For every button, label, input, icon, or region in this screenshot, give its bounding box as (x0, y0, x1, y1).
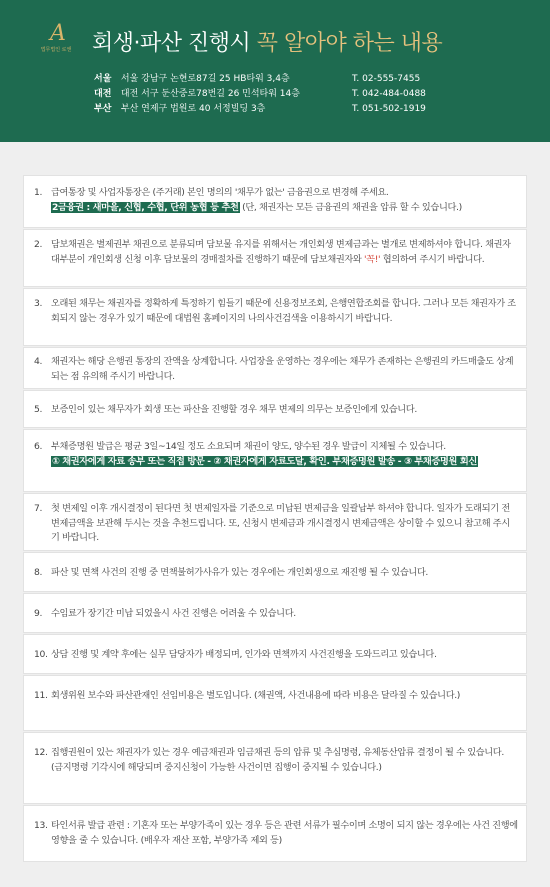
item-text-main: 부채증명원 발급은 평균 3일~14일 정도 소요되며 채권이 양도, 양수된 경우 발급이 지체될 수 있습니다. (51, 441, 446, 452)
notice-item-4 (23, 347, 527, 389)
office-row-seoul (94, 72, 534, 87)
item-number: 12. (34, 747, 48, 758)
notice-item-7 (23, 493, 527, 551)
logo-firm-name: 법무법인 로앤 (40, 47, 72, 53)
notice-item-5 (23, 390, 527, 428)
office-city: 부산 (94, 104, 112, 114)
item-text: 채권자는 해당 은행권 통장의 잔액을 상계합니다. 사업장을 운영하는 경우에는 채무가 존재하는 은행권의 카드매출도 상계 되는 점 유의해 주시기 바랍니다. (51, 356, 514, 382)
item-text: 파산 및 면책 사건의 진행 중 면책불허가사유가 있는 경우에는 개인회생으로 재진행 될 수 있습니다. (51, 567, 428, 578)
item-number: 2. (34, 239, 43, 250)
item-number: 5. (34, 404, 43, 415)
item-text: 타인서류 발급 관련 : 기혼자 또는 부양가족이 있는 경우 등은 관련 서류가 필수이며 소명이 되지 않는 경우에는 사건 진행에 영향을 줄 수 있습니다. (배우자 재산 포함, 부양가족 제외 등) (51, 820, 518, 846)
office-address: 서울 강남구 논현로87길 25 HB타워 3,4층 (120, 74, 290, 84)
item-text: 보증인이 있는 채무자가 회생 또는 파산을 진행할 경우 채무 변제의 의무는 보증인에게 있습니다. (51, 404, 417, 415)
item-number: 13. (34, 820, 48, 831)
notice-item-12 (23, 732, 527, 804)
office-phone[interactable]: T. 051-502-1919 (352, 104, 426, 114)
office-address: 부산 연제구 법원로 40 서정빌딩 3층 (120, 104, 266, 114)
item-text: 회생위원 보수와 파산관재인 선임비용은 별도입니다. (채권액, 사건내용에 따라 비용은 달라질 수 있습니다.) (51, 690, 461, 701)
item-number: 7. (34, 503, 43, 514)
office-city: 대전 (94, 89, 112, 99)
item-text-tail: 협의하여 주시기 바랍니다. (380, 253, 485, 265)
title-main: 회생·파산 진행시 (92, 31, 257, 56)
office-phone[interactable]: T. 042-484-0488 (352, 89, 426, 99)
item-text-main: 담보채권은 별제권부 채권으로 분류되며 담보물 유지를 위해서는 개인회생 변제금과는 별개로 변제하셔야 합니다. 채권자 대부분이 개인회생 신청 이후 담보물의 경매절차를 진행하기 때문에 담보채권자와 (51, 239, 511, 265)
notice-item-1 (23, 175, 527, 228)
office-row-busan (94, 102, 534, 117)
notice-item-2 (23, 229, 527, 287)
title-accent: 꼭 알아야 하는 내용 (256, 31, 443, 56)
item-text (51, 186, 518, 215)
item-number: 3. (34, 298, 43, 309)
notice-item-13 (23, 805, 527, 862)
notice-item-3 (23, 288, 527, 346)
notice-item-11 (23, 675, 527, 731)
item-text: 집행권원이 있는 채권자가 있는 경우 예금채권과 임금채권 등의 압류 및 추심명령, 유체동산압류 결정이 될 수 있습니다. (금지명령 기각시에 해당되며 중지신청이 가능한 사건이면 집행이 중지될 수 있습니다.) (51, 747, 504, 773)
item-number: 6. (34, 441, 43, 452)
logo-mark: A (50, 21, 66, 46)
notice-item-8 (23, 552, 527, 592)
item-number: 10. (34, 649, 48, 660)
item-text: 상담 진행 및 계약 후에는 실무 담당자가 배정되며, 인가와 면책까지 사건진행을 도와드리고 있습니다. (51, 649, 437, 660)
office-row-daejeon (94, 87, 534, 102)
notice-item-6 (23, 429, 527, 492)
item-text: 수임료가 장기간 미납 되었을시 사건 진행은 어려울 수 있습니다. (51, 608, 296, 619)
firm-logo (40, 22, 76, 58)
item-text-tail: (단, 채권자는 모든 금융권의 채권을 압류 할 수 있습니다.) (239, 201, 462, 213)
item-text: 오래된 채무는 채권자를 정확하게 특정하기 힘들기 때문에 신용정보조회, 은행연합조회를 합니다. 그러나 모든 채권자가 조회되지 않는 경우가 있기 때문에 대법원 홈페이지의 나의사건검색을 이용하시기 바랍니다. (51, 298, 516, 324)
item-text-main: 급여통장 및 사업자통장은 (주거래) 본인 명의의 '채무가 없는' 금융권으로 변경해 주세요. (51, 187, 389, 198)
item-text: 첫 변제일 이후 개시결정이 된다면 첫 변제일자를 기준으로 미납된 변제금을 일괄납부 하셔야 합니다. 일자가 도래되기 전 변제금액을 보관해 두시는 것을 추천드립니다. 또, 신청시 변제금과 개시결정시 변제금액은 상이할 수 있으니 참고해 주시기 바랍니다. (51, 503, 510, 543)
office-city: 서울 (94, 74, 112, 84)
item-number: 1. (34, 187, 43, 198)
page-title (92, 26, 442, 57)
item-highlight: ① 채권자에게 자료 송부 또는 직접 방문 - ② 채권자에게 자료도달, 확인. 부채증명원 발송 - ③ 부채증명원 회신 (52, 455, 477, 467)
item-number: 9. (34, 608, 43, 619)
item-number: 8. (34, 567, 43, 578)
notice-item-9 (23, 593, 527, 633)
item-number: 4. (34, 356, 43, 367)
header-banner (0, 0, 550, 142)
office-list (94, 72, 534, 117)
item-number: 11. (34, 690, 48, 701)
notice-item-10 (23, 634, 527, 674)
item-text (51, 440, 518, 469)
office-phone[interactable]: T. 02-555-7455 (352, 74, 421, 84)
item-text (51, 238, 518, 267)
item-emphasis: '꼭!' (364, 253, 381, 265)
office-address: 대전 서구 둔산중로78번길 26 민석타워 14층 (120, 89, 300, 99)
item-highlight: 2금융권 : 새마을, 신협, 수협, 단위 농협 등 추천 (52, 201, 239, 213)
